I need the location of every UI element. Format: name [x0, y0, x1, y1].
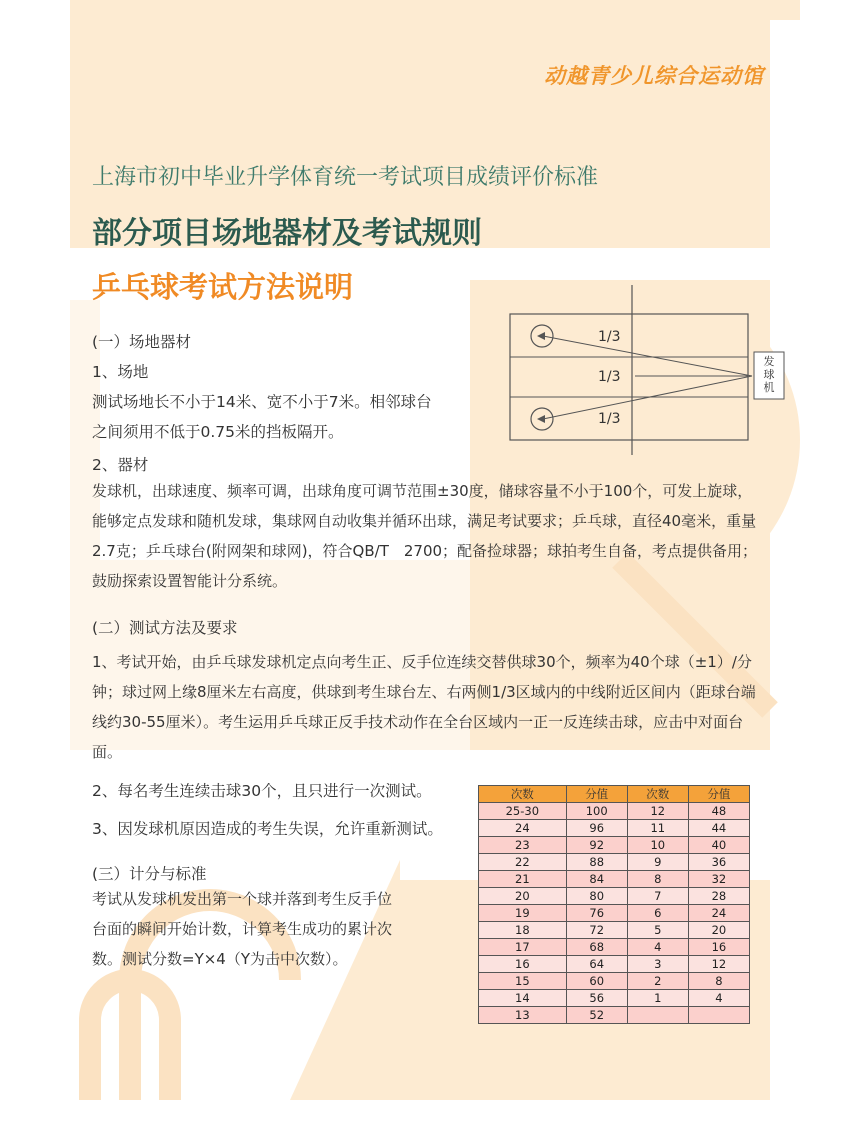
table-cell: 32	[688, 871, 749, 888]
serve-machine-label: 发 球 机	[763, 355, 775, 394]
table-cell: 10	[627, 837, 688, 854]
table-cell: 60	[566, 973, 627, 990]
table-row	[479, 854, 750, 871]
header-count-1: 次数	[479, 786, 567, 803]
table-cell: 11	[627, 820, 688, 837]
table-cell	[627, 1007, 688, 1024]
table-row	[479, 888, 750, 905]
table-cell: 4	[627, 939, 688, 956]
table-cell: 20	[479, 888, 567, 905]
table-cell: 48	[688, 803, 749, 820]
section3-title: (三）计分与标准	[92, 865, 207, 883]
venue-line-2: 之间须用不低于0.75米的挡板隔开。	[92, 423, 344, 441]
document-subhead: 乒乓球考试方法说明	[92, 270, 354, 304]
table-row	[479, 990, 750, 1007]
score-table	[478, 785, 750, 1024]
equipment-text: 发球机，出球速度、频率可调，出球角度可调节范围±30度，储球容量不小于100个，可发上旋球，能够定点发球和随机发球，集球网自动收集并循环出球，满足考试要求；乒乓球，直径40毫米，重量2.7克；乒乓球台(附网架和球网)，符合QB/T 2700；配备捡球器；球拍考生自备，考点提供备用；鼓励探索设置智能计分系统。	[92, 482, 758, 590]
table-row	[479, 939, 750, 956]
table-cell: 24	[688, 905, 749, 922]
document-kicker: 上海市初中毕业升学体育统一考试项目成绩评价标准	[92, 165, 599, 190]
table-cell: 7	[627, 888, 688, 905]
table-cell: 5	[627, 922, 688, 939]
table-cell: 64	[566, 956, 627, 973]
zone-label-bottom: 1/3	[598, 411, 621, 427]
table-cell: 21	[479, 871, 567, 888]
table-cell: 56	[566, 990, 627, 1007]
table-cell: 16	[479, 956, 567, 973]
header-score-1: 分值	[566, 786, 627, 803]
table-cell: 14	[479, 990, 567, 1007]
table-cell: 22	[479, 854, 567, 871]
table-cell: 96	[566, 820, 627, 837]
score-table-header	[479, 786, 750, 803]
table-cell: 20	[688, 922, 749, 939]
document-headline: 部分项目场地器材及考试规则	[92, 216, 482, 251]
test-method-item-2: 2、每名考生连续击球30个，且只进行一次测试。	[92, 782, 432, 800]
table-cell: 3	[627, 956, 688, 973]
header-count-2: 次数	[627, 786, 688, 803]
table-cell: 40	[688, 837, 749, 854]
table-cell: 84	[566, 871, 627, 888]
test-method-item-1: 1、考试开始，由乒乓球发球机定点向考生正、反手位连续交替供球30个，频率为40个球（±1）/分钟；球过网上缘8厘米左右高度，供球到考生球台左、右两侧1/3区域内的中线附近区间内（距球台端线约30-55厘米）。考生运用乒乓球正反手技术动作在全台区域内一正一反连续击球，应击中对面台面。	[92, 653, 756, 761]
venue-line-1: 测试场地长不小于14米、宽不小于7米。相邻球台	[92, 393, 432, 411]
table-cell: 76	[566, 905, 627, 922]
table-row	[479, 956, 750, 973]
table-cell: 72	[566, 922, 627, 939]
table-cell: 24	[479, 820, 567, 837]
table-cell: 13	[479, 1007, 567, 1024]
table-cell: 52	[566, 1007, 627, 1024]
table-cell: 8	[627, 871, 688, 888]
section2-title: (二）测试方法及要求	[92, 619, 238, 637]
serve-zone-diagram	[505, 285, 795, 455]
table-cell: 68	[566, 939, 627, 956]
zone-label-middle: 1/3	[598, 369, 621, 385]
table-cell: 2	[627, 973, 688, 990]
table-cell: 100	[566, 803, 627, 820]
table-cell: 18	[479, 922, 567, 939]
table-cell: 12	[627, 803, 688, 820]
equipment-heading: 2、器材	[92, 456, 149, 474]
table-cell: 17	[479, 939, 567, 956]
table-row	[479, 973, 750, 990]
table-cell: 4	[688, 990, 749, 1007]
table-cell: 16	[688, 939, 749, 956]
table-row	[479, 837, 750, 854]
table-cell: 44	[688, 820, 749, 837]
section1-title: (一）场地器材	[92, 333, 192, 351]
table-row	[479, 922, 750, 939]
table-cell: 25-30	[479, 803, 567, 820]
table-cell: 19	[479, 905, 567, 922]
table-cell: 92	[566, 837, 627, 854]
table-row	[479, 1007, 750, 1024]
table-cell: 9	[627, 854, 688, 871]
table-cell: 12	[688, 956, 749, 973]
table-cell: 6	[627, 905, 688, 922]
venue-heading: 1、场地	[92, 363, 149, 381]
table-cell: 23	[479, 837, 567, 854]
table-cell	[688, 1007, 749, 1024]
table-cell: 15	[479, 973, 567, 990]
table-row	[479, 803, 750, 820]
scoring-text: 考试从发球机发出第一个球并落到考生反手位台面的瞬间开始计数，计算考生成功的累计次数。测试分数=Y×4（Y为击中次数）。	[92, 890, 393, 968]
header-score-2: 分值	[688, 786, 749, 803]
table-cell: 36	[688, 854, 749, 871]
table-cell: 28	[688, 888, 749, 905]
table-cell: 1	[627, 990, 688, 1007]
table-row	[479, 905, 750, 922]
table-cell: 80	[566, 888, 627, 905]
table-cell: 8	[688, 973, 749, 990]
table-cell: 88	[566, 854, 627, 871]
brand-logo-text: 动越青少儿综合运动馆	[544, 64, 764, 88]
table-row	[479, 871, 750, 888]
test-method-item-3: 3、因发球机原因造成的考生失误，允许重新测试。	[92, 820, 443, 838]
zone-label-top: 1/3	[598, 329, 621, 345]
table-row	[479, 820, 750, 837]
